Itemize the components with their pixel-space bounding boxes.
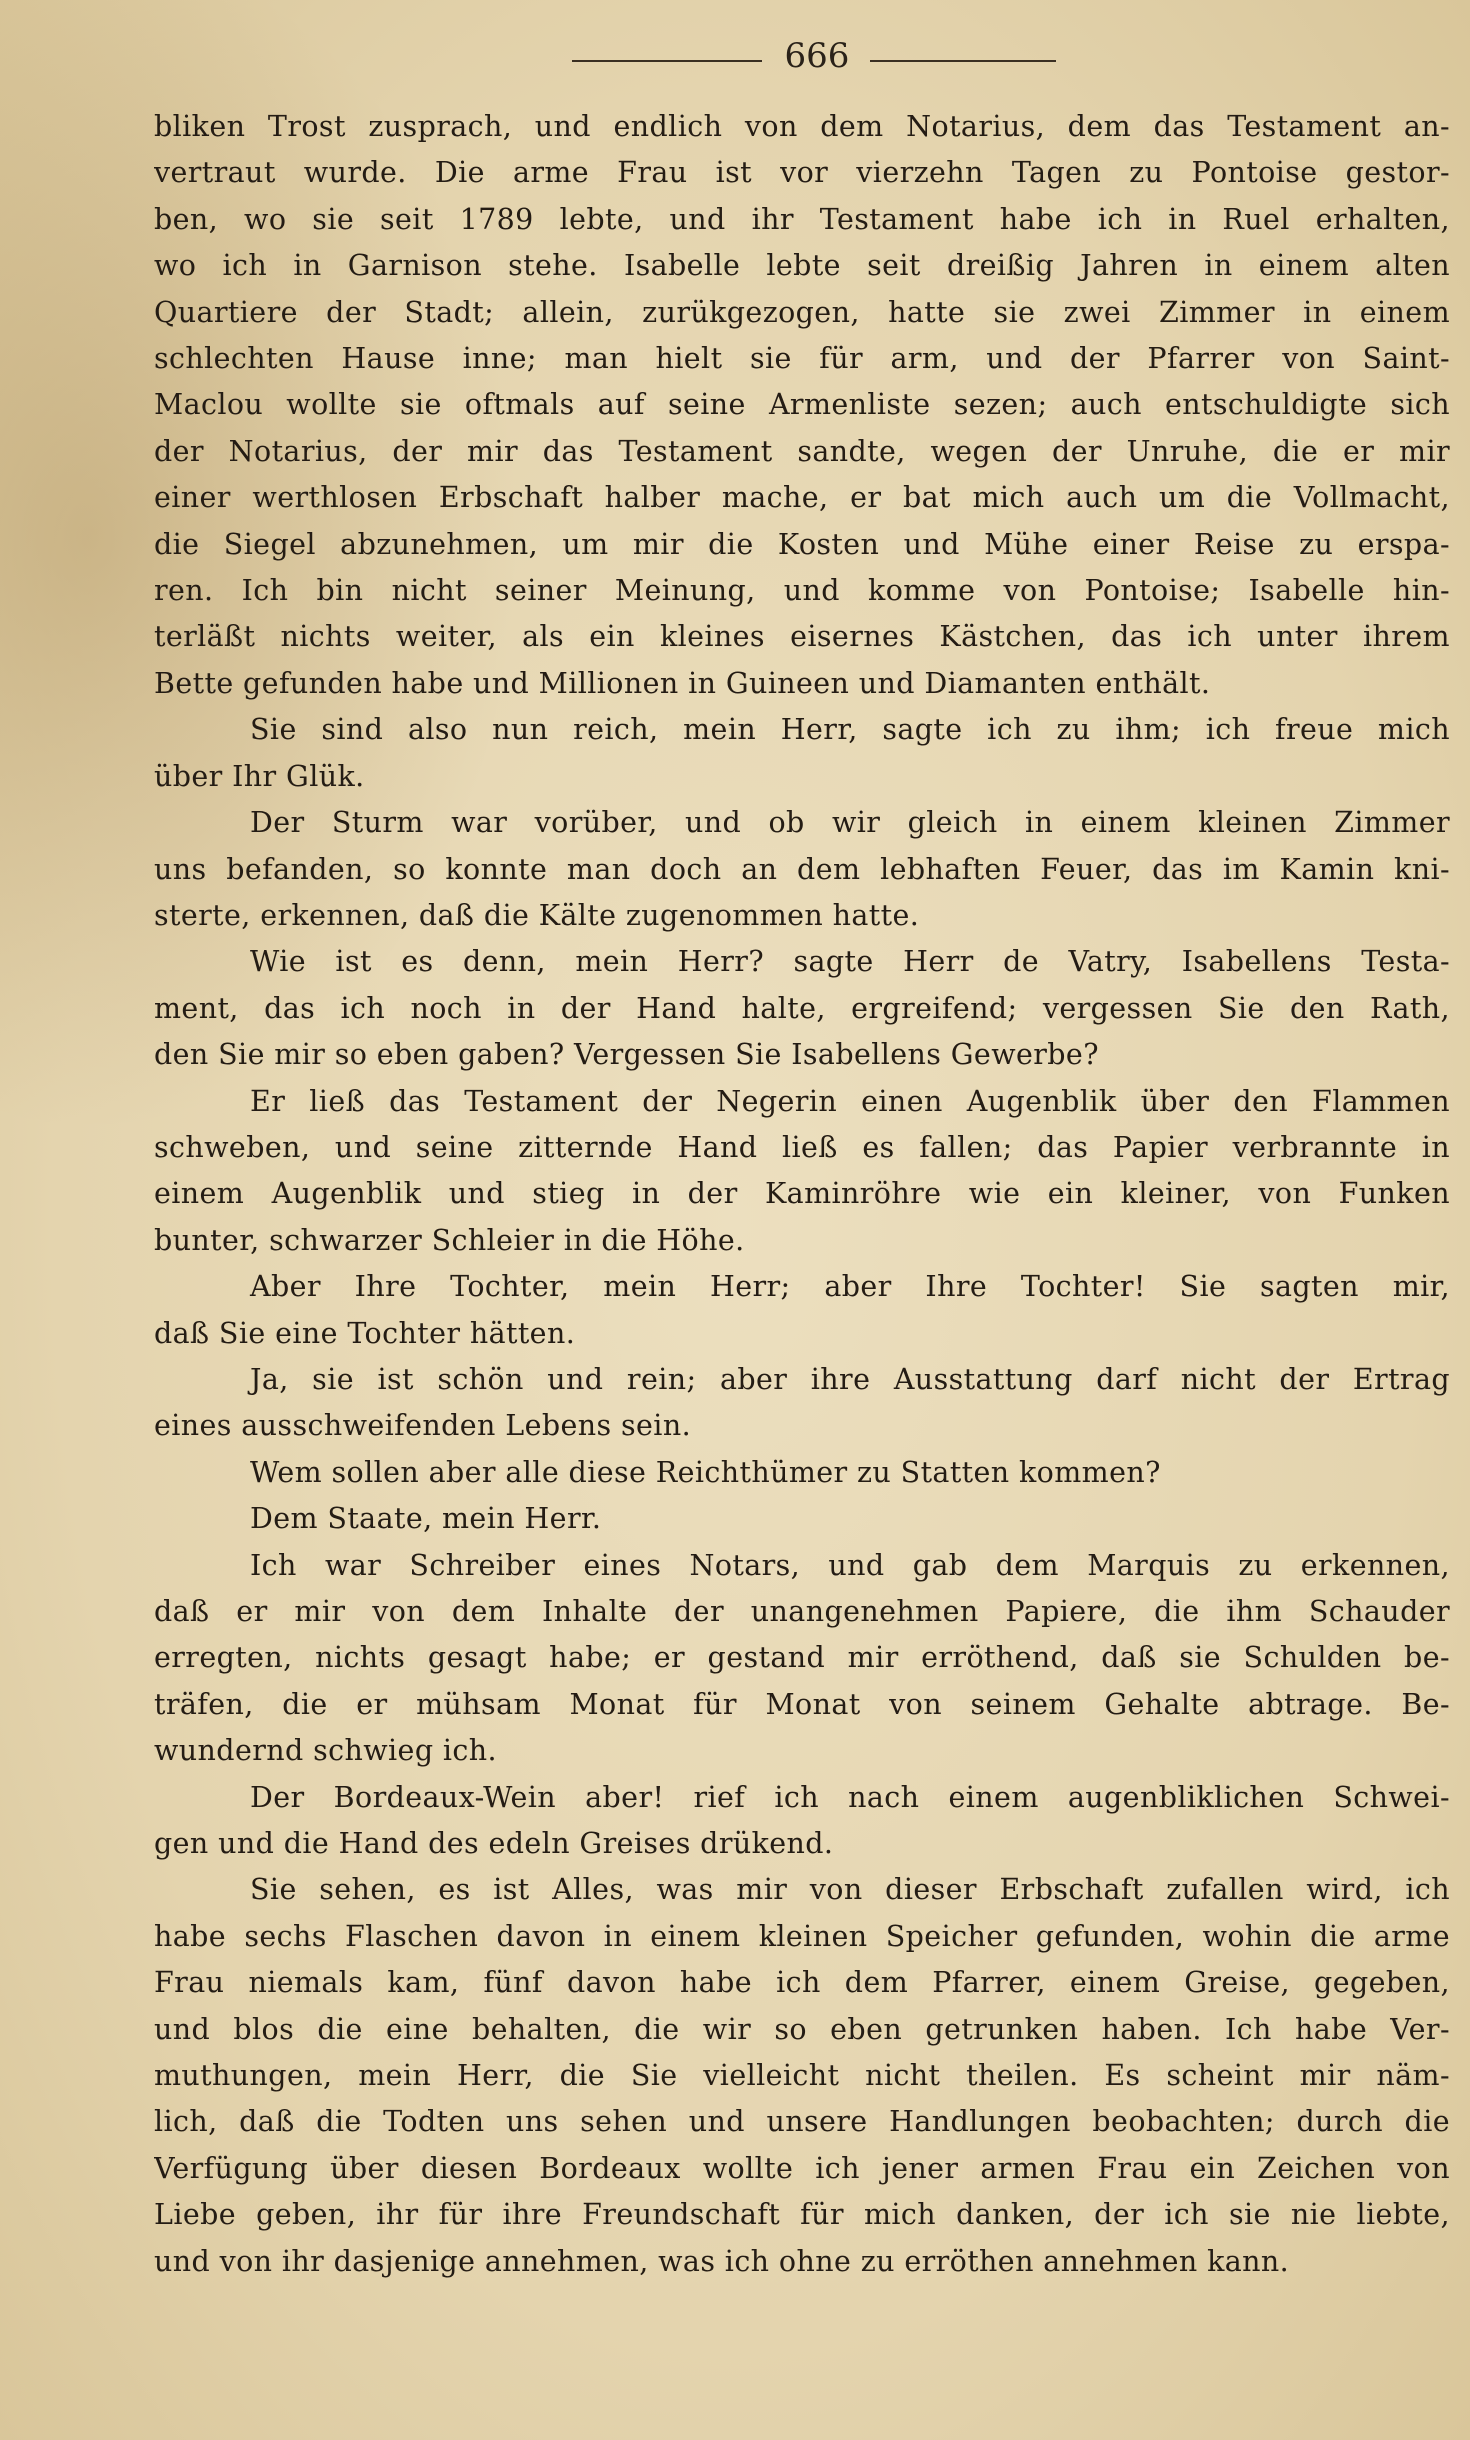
text-line: Ich war Schreiber eines Notars, und gab dem Marquis zu erkennen, [250,1548,1450,1582]
text-line: Sie sind also nun reich, mein Herr, sagte ich zu ihm; ich freue mich [250,713,1450,747]
text-line: und von ihr dasjenige annehmen, was ich ohne zu erröthen annehmen kann. [154,2244,1290,2278]
text-line: den Sie mir so eben gaben? Vergessen Sie Isabellens Gewerbe? [154,1038,1099,1072]
text-line: Er ließ das Testament der Negerin einen Augenblik über den Flammen [250,1084,1450,1118]
text-line: träfen, die er mühsam Monat für Monat von seinem Gehalte abtrage. Be- [154,1687,1450,1721]
text-line: Bette gefunden habe und Millionen in Guineen und Diamanten enthält. [154,666,1211,700]
text-line: daß er mir von dem Inhalte der unangenehmen Papiere, die ihm Schauder [154,1595,1450,1628]
text-line: Dem Staate, mein Herr. [250,1502,602,1536]
text-line: Der Bordeaux-Wein aber! rief ich nach einem augenbliklichen Schwei- [250,1780,1450,1814]
text-line: Aber Ihre Tochter, mein Herr; aber Ihre Tochter! Sie sagten mir, [250,1270,1450,1304]
text-line: Sie sehen, es ist Alles, was mir von dieser Erbschaft zufallen wird, ich [250,1873,1450,1907]
text-line: Ja, sie ist schön und rein; aber ihre Ausstattung darf nicht der Ertrag [250,1362,1450,1396]
text-line: habe sechs Flaschen davon in einem kleinen Speicher gefunden, wohin die arme [154,1919,1450,1953]
text-line: Wem sollen aber alle diese Reichthümer zu Statten kommen? [250,1455,1161,1489]
text-line: uns befanden, so konnte man doch an dem lebhaften Feuer, das im Kamin kni- [154,852,1450,886]
text-line: schlechten Hause inne; man hielt sie für arm, und der Pfarrer von Saint- [154,342,1450,376]
text-line: ben, wo sie seit 1789 lebte, und ihr Testament habe ich in Ruel erhalten, [154,202,1450,236]
text-line: ment, das ich noch in der Hand halte, ergreifend; vergessen Sie den Rath, [154,991,1450,1025]
text-line: daß Sie eine Tochter hätten. [154,1316,576,1350]
text-line: Quartiere der Stadt; allein, zurükgezogen, hatte sie zwei Zimmer in einem [154,295,1450,329]
text-line: ren. Ich bin nicht seiner Meinung, und komme von Pontoise; Isabelle hin- [154,574,1450,608]
text-line: bliken Trost zusprach, und endlich von dem Notarius, dem das Testament an- [154,110,1450,143]
text-line: Maclou wollte sie oftmals auf seine Armenliste sezen; auch entschuldigte sich [154,388,1450,422]
text-line: einer werthlosen Erbschaft halber mache, er bat mich auch um die Vollmacht, [154,481,1450,515]
text-line: die Siegel abzunehmen, um mir die Kosten und Mühe einer Reise zu erspa- [154,527,1450,561]
text-line: muthungen, mein Herr, die Sie vielleicht nicht theilen. Es scheint mir näm- [154,2059,1450,2093]
text-line: Liebe geben, ihr für ihre Freundschaft für mich danken, der ich sie nie liebte, [154,2198,1450,2232]
text-line: über Ihr Glük. [154,759,365,793]
text-line: und blos die eine behalten, die wir so eben getrunken haben. Ich habe Ver- [154,2012,1450,2046]
text-line: gen und die Hand des edeln Greises drükend. [154,1827,834,1861]
text-line: Verfügung über diesen Bordeaux wollte ich jener armen Frau ein Zeichen von [154,2151,1450,2185]
text-line: lich, daß die Todten uns sehen und unsere Handlungen beobachten; durch die [154,2105,1450,2139]
text-line: wo ich in Garnison stehe. Isabelle lebte seit dreißig Jahren in einem alten [154,249,1450,283]
text-line: terläßt nichts weiter, als ein kleines eisernes Kästchen, das ich unter ihrem [154,620,1450,654]
text-line: der Notarius, der mir das Testament sandte, wegen der Unruhe, die er mir [154,434,1450,468]
page-number: 666 [784,36,850,76]
text-line: Der Sturm war vorüber, und ob wir gleich in einem kleinen Zimmer [250,806,1450,840]
text-line: sterte, erkennen, daß die Kälte zugenommen hatte. [154,898,920,932]
text-line: vertraut wurde. Die arme Frau ist vor vierzehn Tagen zu Pontoise gestor- [154,156,1450,190]
text-line: schweben, und seine zitternde Hand ließ es fallen; das Papier verbrannte in [154,1130,1450,1164]
header-rule-left [572,60,762,62]
text-line: einem Augenblik und stieg in der Kaminröhre wie ein kleiner, von Funken [154,1177,1450,1211]
text-line: Frau niemals kam, fünf davon habe ich dem Pfarrer, einem Greise, gegeben, [154,1966,1450,2000]
text-line: wundernd schwieg ich. [154,1734,498,1768]
text-line: eines ausschweifenden Lebens sein. [154,1409,692,1443]
text-line: erregten, nichts gesagt habe; er gestand mir erröthend, daß sie Schulden be- [154,1641,1450,1675]
header-rule-right [870,60,1056,62]
page-header [0,36,1470,86]
body-text [154,104,1450,2285]
text-line: Wie ist es denn, mein Herr? sagte Herr de Vatry, Isabellens Testa- [250,945,1450,979]
text-line: bunter, schwarzer Schleier in die Höhe. [154,1223,745,1257]
